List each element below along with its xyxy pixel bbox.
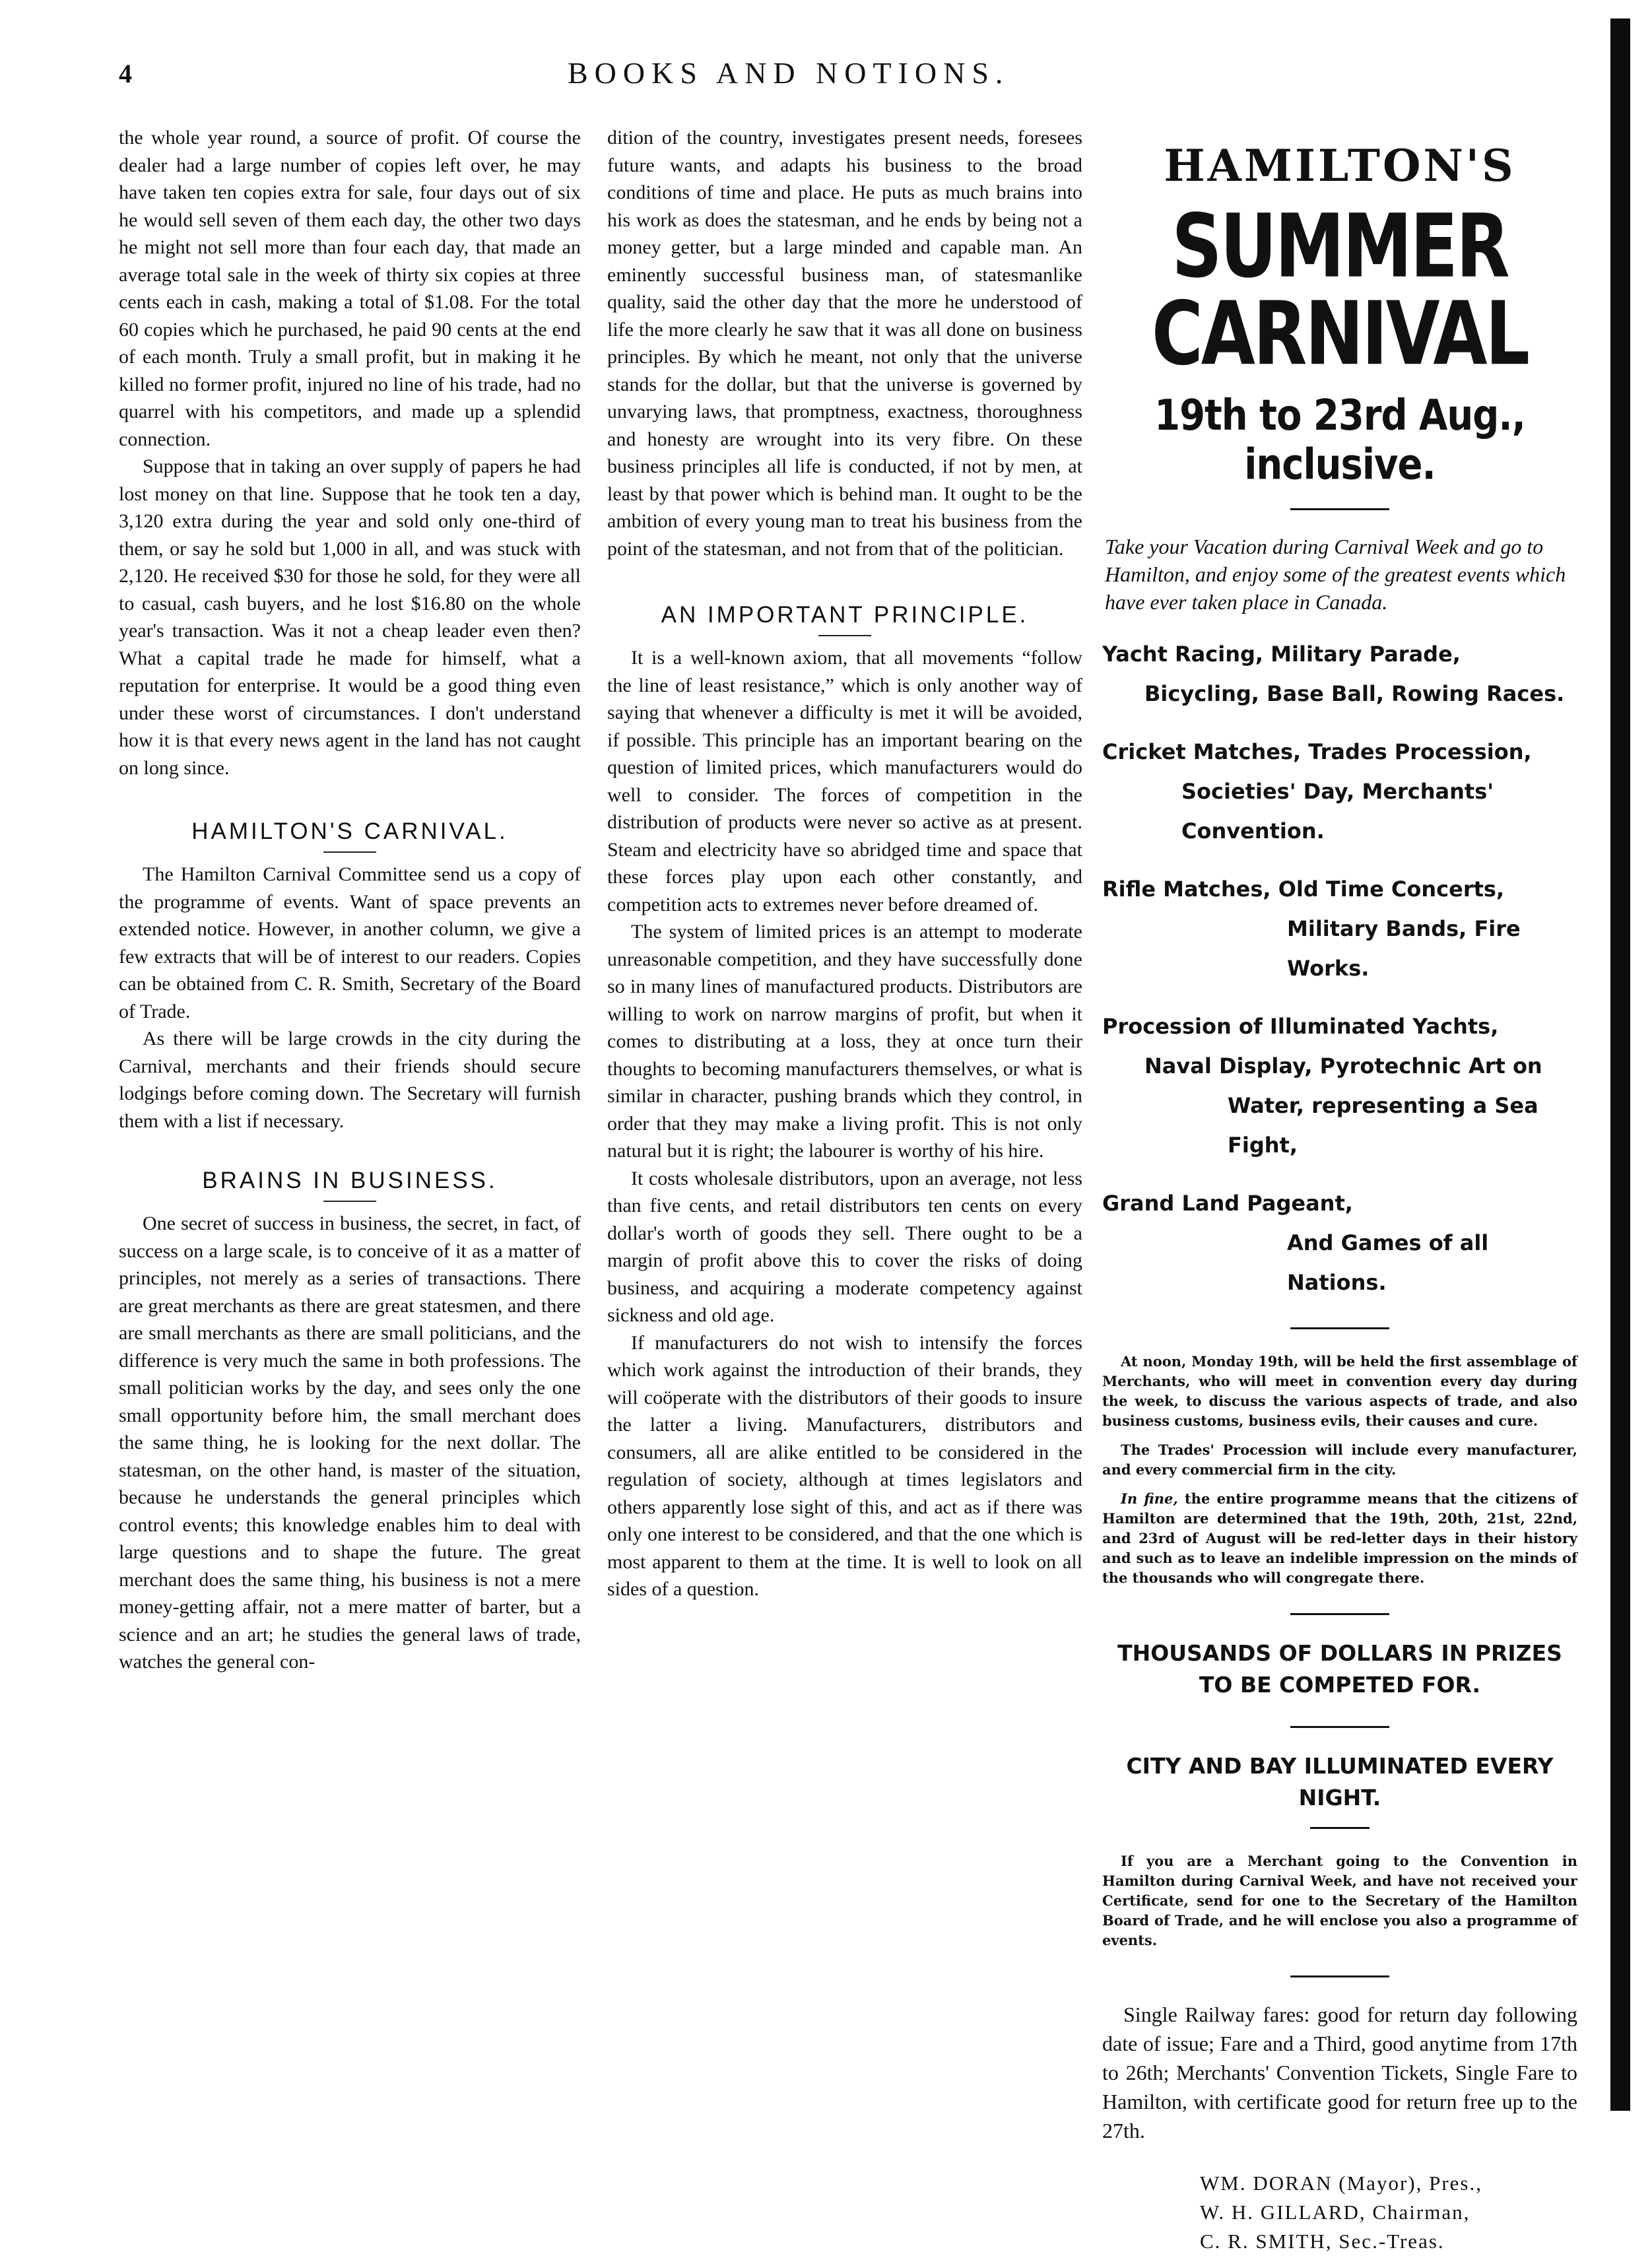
page-edge-shadow: [1610, 18, 1630, 2111]
heading-rule: [323, 851, 376, 853]
event-line: And Games of all Nations.: [1287, 1230, 1489, 1295]
left-paragraph-4: As there will be large crowds in the city during the Carnival, merchants and their friends should secure lodgings before coming down. The Secretary will furnish them with a list if necessary.: [119, 1028, 581, 1132]
middle-paragraph-5: If manufacturers do not wish to intensify the forces which work against the introduction of their brands, they will coöperate with the distributors of their goods to insure the latter a living. Manufacturers, distributors and consumers, all are alike entitled to be considered in the regulation of society, although at times legislators and others apparently lose sight of this, and act as if there was only one interest to be considered, and that the one which is most apparent to them at the time. It is well to look on all sides of a question.: [607, 1331, 1082, 1600]
page-number: 4: [119, 59, 132, 88]
left-paragraph-2: Suppose that in taking an over supply of papers he had lost money on that line. Suppose that he took ten a day, 3,120 extra during the year and sold only one-third of them, or say he sold but 1,000 in all, and was stuck with 2,120. He received $30 for those he sold, for they were all to casual, cash buyers, and he lost $16.80 on the whole year's transaction. Was it not a cheap leader even then? What a capital trade he made for himself, what a reputation for enterprise. It would be a good thing even under these worst of circumstances. I don't understand how it is that every news agent in the land has not caught on long since.: [119, 455, 581, 779]
left-paragraph-1: the whole year round, a source of profit. Of course the dealer had a large number of copies left over, he may have taken ten copies extra for sale, four days out of six he would sell seven of them each day, the other two days he might not sell more than four each day, that made an average total sale in the week of thirty six copies at three cents each in cash, making a total of $1.08. For the total 60 copies which he purchased, he paid 90 cents at the end of each month. Truly a small profit, but in making it he killed no former profit, injured no line of his trade, had no quarrel with his competitors, and made up a splendid connection.: [119, 127, 581, 450]
ad-signatures: [1102, 2169, 1577, 2256]
middle-column: [607, 124, 1082, 1603]
ad-rule: [1290, 1975, 1389, 1977]
event-line: Military Bands, Fire Works.: [1287, 916, 1521, 981]
event-group-4: [1102, 1007, 1577, 1165]
ad-intro: Take your Vacation during Carnival Week and go to Hamilton, and enjoy some of the greatest events which have ever taken place in Canada.: [1105, 535, 1566, 614]
signature-line: WM. DORAN (Mayor), Pres.,: [1200, 2172, 1482, 2195]
ad-rule: [1290, 1613, 1389, 1615]
event-group-2: [1102, 732, 1577, 851]
ad-rule: [1290, 508, 1389, 510]
middle-paragraph-2: It is a well-known axiom, that all movements “follow the line of least resistance,” which is only another way of saying that whenever a difficulty is met it will be avoided, if possible. This principle has an important bearing on the question of limited prices, which manufacturers would do well to consider. The forces of competition in the distribution of products were never so active as at present. Steam and electricity have so abridged time and space that these forces play upon each other constantly, and competition acts to extremes never before dreamed of.: [607, 647, 1082, 915]
event-line: Bicycling, Base Ball, Rowing Races.: [1144, 681, 1565, 706]
left-column: [119, 124, 581, 1676]
middle-paragraph-3: The system of limited prices is an attempt to moderate unreasonable competition, and they have successfully done so in many lines of manufactured products. Distributors are willing to work on narrow margins of profit, but when it comes to distributing at a loss, they at once turn their thoughts to becoming manufacturers themselves, or what is similar in character, pushing brands which they control, in order that they may make a living profit. This is not only natural but it is right; the labourer is worthy of his hire.: [607, 921, 1082, 1162]
event-line: Yacht Racing, Military Parade,: [1102, 642, 1461, 667]
heading-important-principle: AN IMPORTANT PRINCIPLE.: [661, 602, 1029, 628]
ad-rule: [1310, 1827, 1370, 1829]
middle-paragraph-1: dition of the country, investigates present needs, foresees future wants, and adapts his business to the broad conditions of time and place. He puts as much brains into his work as does the statesman, and he ends by being not a money getter, but a large minded and capable man. An eminently successful business man, of statesmanlike quality, said the other day that the more he understood of life the more clearly he saw that it was all done on business principles. By which he meant, not only that the universe stands for the dollar, but that the universe is governed by unvarying laws, that promptness, exactness, thoroughness and honesty are wrought into its very fibre. On these business principles all life is conducted, if not by men, at least by that power which is behind man. It ought to be the ambition of every young man to treat his business from the point of the statesman, and not from that of the politician.: [607, 127, 1082, 560]
ad-dates: 19th to 23rd Aug., inclusive.: [1154, 391, 1525, 490]
signature-line: W. H. GILLARD, Chairman,: [1200, 2201, 1470, 2224]
ad-title-hamiltons: HAMILTON'S: [1164, 140, 1516, 191]
event-line: Cricket Matches, Trades Procession,: [1102, 739, 1532, 764]
ad-rule: [1290, 1726, 1389, 1728]
ad-rule: [1290, 1327, 1389, 1329]
ad-title-summer-carnival: SUMMER CARNIVAL: [1151, 195, 1529, 385]
ad-railway-fares: Single Railway fares: good for return day following date of issue; Fare and a Third, good anytime from 17th to 26th; Merchants' Convention Tickets, Single Fare to Hamilton, with certificate good for return free up to the 27th.: [1102, 2003, 1577, 2142]
ad-note-body: the entire programme means that the citizens of Hamilton are determined that the 19th, 20th, 21st, 22nd, and 23rd of August will be red-letter days in their history and such as to leave an indelible impression on the minds of the thousands who will congregate there.: [1102, 1490, 1577, 1586]
left-paragraph-3: The Hamilton Carnival Committee send us a copy of the programme of events. Want of space prevents an extended notice. However, in another column, we give a few extracts that will be of interest to our readers. Copies can be obtained from C. R. Smith, Secretary of the Board of Trade.: [119, 863, 581, 1022]
heading-rule: [323, 1201, 376, 1202]
ad-note-lead: In fine,: [1121, 1490, 1178, 1507]
event-line: Grand Land Pageant,: [1102, 1191, 1353, 1216]
signature-line: C. R. SMITH, Sec.-Treas.: [1200, 2230, 1445, 2253]
heading-hamiltons-carnival: HAMILTON'S CARNIVAL.: [191, 818, 508, 844]
ad-note-certificate: If you are a Merchant going to the Convention in Hamilton during Carnival Week, and have not received your Certificate, send for one to the Secretary of the Hamilton Board of Trade, and he will enclose you also a programme of events.: [1102, 1853, 1577, 1948]
middle-paragraph-4: It costs wholesale distributors, upon an average, not less than five cents, and retail distributors ten cents on every dollar's worth of goods they sell. There ought to be a margin of profit above this to cover the risks of doing business, and acquiring a moderate competency against sickness and old age.: [607, 1167, 1082, 1326]
event-line: Water, representing a Sea Fight,: [1228, 1093, 1538, 1158]
event-line: Societies' Day, Merchants' Convention.: [1181, 779, 1494, 844]
event-group-3: [1102, 869, 1577, 988]
heading-brains-in-business: BRAINS IN BUSINESS.: [202, 1168, 498, 1193]
event-line: Rifle Matches, Old Time Concerts,: [1102, 877, 1505, 902]
carnival-advertisement: [1102, 132, 1577, 2256]
event-group-1: [1102, 634, 1577, 713]
event-line: Procession of Illuminated Yachts,: [1102, 1014, 1499, 1039]
event-line: Naval Display, Pyrotechnic Art on: [1144, 1053, 1542, 1078]
event-group-5: [1102, 1183, 1577, 1302]
heading-rule: [818, 635, 871, 636]
left-paragraph-5: One secret of success in business, the secret, in fact, of success on a large scale, is to conceive of it as a matter of principles, not merely as a series of transactions. There are great merchants as there are great statesmen, and there are small merchants as there are small politicians, and the difference is very much the same in both professions. The small politician works by the day, and sees only the one small opportunity before him, the small merchant does the same thing, he is looking for the next dollar. The statesman, on the other hand, is master of the situation, because he understands the general principles which control events; this knowledge enables him to deal with large questions and to shape the future. The great merchant does the same thing, his business is not a mere money-getting affair, not a mere matter of barter, but a science and an art; he studies the general laws of trade, watches the general con-: [119, 1212, 581, 1673]
running-title: BOOKS AND NOTIONS.: [568, 56, 1010, 90]
ad-note-programme: [1102, 1489, 1577, 1588]
ad-note-procession: The Trades' Procession will include every manufacturer, and every commercial firm in the city.: [1102, 1442, 1577, 1478]
ad-prizes-banner: THOUSANDS OF DOLLARS IN PRIZES TO BE COMPETED FOR.: [1117, 1640, 1562, 1698]
ad-illumination-banner: CITY AND BAY ILLUMINATED EVERY NIGHT.: [1126, 1753, 1554, 1810]
ad-note-convention: At noon, Monday 19th, will be held the first assemblage of Merchants, who will meet in convention every day during the week, to discuss the various aspects of trade, and also business customs, business evils, their causes and cure.: [1102, 1353, 1577, 1429]
